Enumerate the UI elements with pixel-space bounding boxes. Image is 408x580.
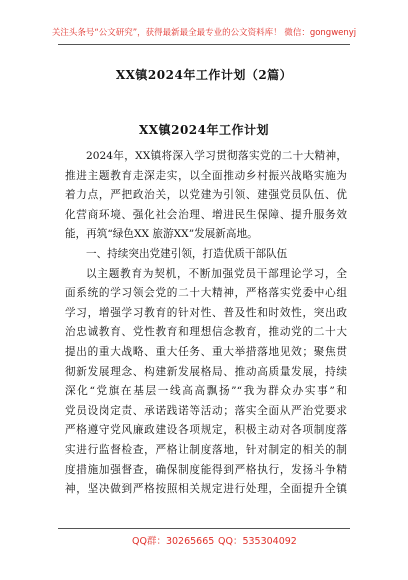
paragraph-line: 实进行监督检查，严格让制度落地，针对制定的相关的制: [65, 443, 347, 456]
paragraph-line: 深化“党旗在基层一线高高飘扬”“我为群众办实事”和: [65, 385, 347, 398]
paragraph-line: 神，坚决做到严格按照相关规定进行处理，全面提升全镇: [65, 483, 347, 496]
heading-line: 一、持续突出党建引领，打造优质干部队伍: [86, 247, 288, 260]
header-banner: 关注头条号“公文研究”，获得最新最全最专业的公文资料库！ 微信：gongwenyj: [51, 28, 357, 38]
paragraph-line: 推进主题教育走深走实，以全面推动乡村振兴战略实施为: [65, 169, 347, 182]
paragraph-line: 党员设岗定责、承诺践诺等活动；落实全面从严治党要求: [65, 404, 347, 417]
footer-divider: [58, 528, 350, 529]
paragraph-line: 治忠诚教育、党性教育和理想信念教育，推动党的二十大: [65, 326, 347, 339]
paragraph-line: 能，再筑“绿色XX 旅游XX”发展新高地。: [65, 228, 258, 241]
header-divider: [58, 44, 350, 45]
paragraph-line: 学习，增强学习教育的针对性、普及性和时效性，突出政: [65, 306, 347, 319]
paragraph-line: 面系统的学习领会党的二十大精神，严格落实党委中心组: [65, 287, 347, 300]
paragraph-line: 以主题教育为契机，不断加强党员干部理论学习，全: [86, 267, 347, 280]
footer-qq-group: QQ群：30265665: [132, 536, 215, 547]
footer-qq: QQ：535304092: [218, 536, 297, 547]
document-title: XX镇2024年工作计划（2篇）: [115, 68, 293, 82]
paragraph-line: 着力点，严把政治关，以党建为引领、建强党员队伍、优: [65, 189, 347, 202]
section-title: XX镇2024年工作计划: [138, 123, 270, 137]
paragraph-line: 度措施加强督查，确保制度能得到严格执行，发扬斗争精: [65, 463, 347, 476]
document-body: [65, 147, 347, 500]
paragraph-line: 严格遵守党风廉政建设各项规定，积极主动对各项制度落: [65, 424, 347, 437]
paragraph-line: 化营商环境、强化社会治理、增进民生保障、提升服务效: [65, 208, 347, 221]
paragraph-line: 2024年，XX镇将深入学习贯彻落实党的二十大精神，: [86, 150, 347, 162]
paragraph-line: 彻新发展理念、构建新发展格局、推动高质量发展，持续: [65, 365, 347, 378]
paragraph-line: 提出的重大战略、重大任务、重大举措落地见效；聚焦贯: [65, 345, 347, 358]
